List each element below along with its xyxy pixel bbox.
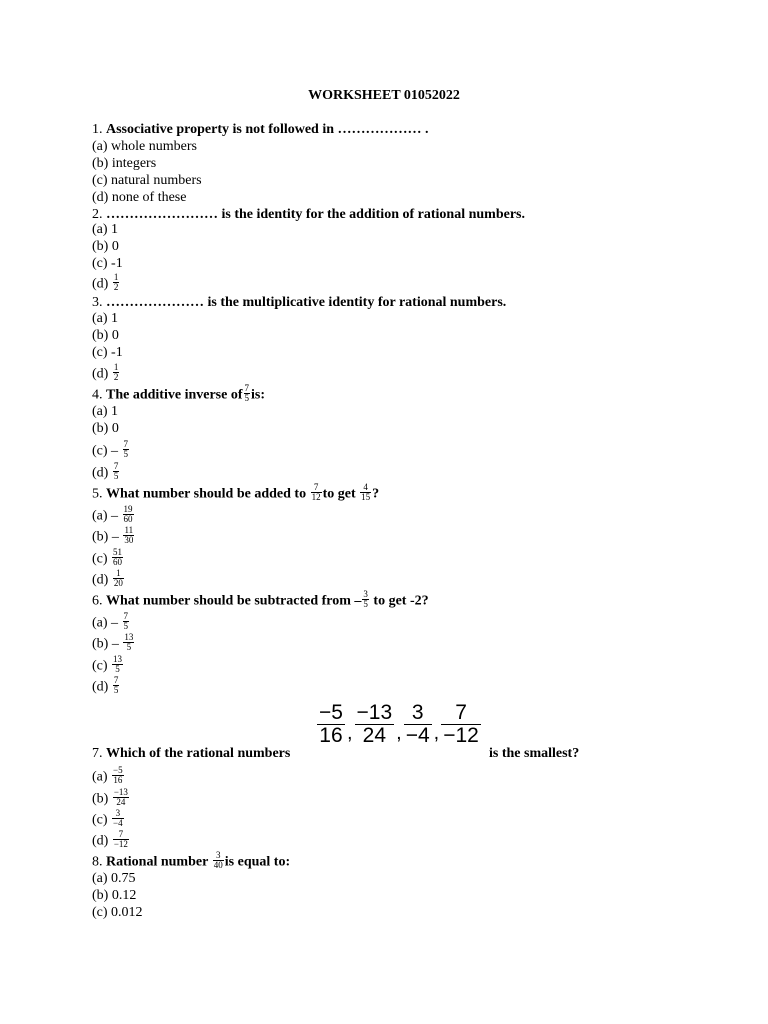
fraction: $\frac{-5}{16}$	[113, 765, 123, 785]
fraction: $\frac{13}{5}$	[113, 654, 123, 674]
option-d: (d) $\frac{7}{-12}$	[92, 829, 128, 849]
fraction: $\frac{3}{5}$	[363, 589, 368, 609]
question-3	[92, 295, 506, 311]
option-c: (c) natural numbers	[92, 173, 202, 188]
question-number: 4.	[92, 387, 103, 403]
option-b: (b) integers	[92, 156, 157, 171]
option-a: (a) 0.75	[92, 871, 136, 886]
option-a: (a) – $\frac{19}{60}$	[92, 504, 133, 524]
option-c: (c) -1	[92, 345, 123, 360]
option-c: (c) $\frac{51}{60}$	[92, 547, 123, 567]
question-number: 1.	[92, 122, 103, 137]
fraction: $\frac{4}{15}$	[361, 482, 371, 502]
fraction: $\frac{51}{60}$	[113, 547, 123, 567]
option-c: (c) $\frac{13}{5}$	[92, 654, 123, 674]
option-b: (b) $\frac{-13}{24}$	[92, 787, 128, 807]
question-number: 6.	[92, 593, 103, 609]
option-c: (c) – $\frac{7}{5}$	[92, 439, 129, 459]
option-b: (b) 0	[92, 239, 119, 254]
option-d: (d) $\frac{1}{2}$	[92, 272, 119, 292]
option-c: (c) $\frac{3}{-4}$	[92, 808, 123, 828]
option-a: (a) 1	[92, 311, 119, 326]
fraction: $\frac{-13}{24}$	[113, 787, 128, 807]
question-number: 7.	[92, 746, 103, 761]
fraction: $\frac{3}{-4}$	[113, 808, 123, 828]
question-text: …………………… is the identity for the addition of rational numbers.	[106, 207, 525, 222]
fraction: $\frac{7}{5}$	[244, 383, 249, 403]
option-b: (b) – $\frac{11}{30}$	[92, 525, 134, 545]
page-title: WORKSHEET 01052022	[308, 88, 460, 103]
fraction: $\frac{7}{5}$	[123, 611, 129, 631]
option-a: (a) whole numbers	[92, 139, 197, 154]
fraction: $\frac{7}{5}$	[113, 675, 119, 695]
fraction: $\frac{-13}{24}$	[356, 701, 393, 747]
question-text: Associative property is not followed in ……………… .	[106, 122, 429, 137]
option-a: (a) – $\frac{7}{5}$	[92, 611, 129, 631]
question-number: 2.	[92, 207, 103, 222]
option-c: (c) 0.012	[92, 905, 143, 920]
option-a: (a) 1	[92, 404, 119, 419]
option-d: (d) none of these	[92, 190, 187, 205]
option-a: (a) 1	[92, 222, 119, 237]
option-c: (c) -1	[92, 256, 123, 271]
fraction: $\frac{7}{5}$	[123, 439, 129, 459]
question-2	[92, 207, 525, 223]
fraction: $\frac{3}{-4}$	[405, 701, 430, 747]
fraction: $\frac{-5}{16}$	[319, 701, 343, 747]
option-b: (b) 0	[92, 328, 119, 343]
question-4: 4. The additive inverse of $\frac{7}{5}$ is:	[92, 383, 265, 403]
fraction: $\frac{7}{12}$	[311, 482, 321, 502]
question-6: 6. What number should be subtracted from – $\frac{3}{5}$ to get -2?	[92, 589, 429, 609]
fraction: $\frac{1}{2}$	[113, 362, 119, 382]
fraction: $\frac{13}{5}$	[124, 632, 134, 652]
option-b: (b) – $\frac{13}{5}$	[92, 632, 134, 652]
option-a: (a) $\frac{-5}{16}$	[92, 765, 123, 785]
question-7-suffix: is the smallest?	[489, 746, 580, 761]
fraction: $\frac{7}{-12}$	[113, 829, 128, 849]
option-d: (d) $\frac{1}{2}$	[92, 362, 119, 382]
question-5: 5. What number should be added to $\frac{7}{12}$ to get $\frac{4}{15}$ ?	[92, 482, 380, 502]
question-number: 5.	[92, 486, 103, 502]
question-number: 3.	[92, 295, 103, 310]
fraction: $\frac{11}{30}$	[124, 525, 134, 545]
fraction: $\frac{3}{40}$	[213, 850, 223, 870]
question-text: ………………… is the multiplicative identity for rational numbers.	[106, 295, 507, 310]
question-number: 8.	[92, 854, 103, 870]
fraction: $\frac{7}{-12}$	[443, 701, 479, 747]
fraction: $\frac{19}{60}$	[123, 504, 133, 524]
question-7: 7. Which of the rational numbers	[92, 746, 291, 761]
fraction: $\frac{7}{5}$	[113, 461, 119, 481]
fraction: $\frac{1}{20}$	[113, 568, 123, 588]
option-d: (d) $\frac{7}{5}$	[92, 675, 119, 695]
question-8: 8. Rational number $\frac{3}{40}$ is equal to:	[92, 850, 291, 870]
option-b: (b) 0	[92, 421, 119, 436]
rational-numbers-set: $\frac{-5}{16}$ , $\frac{-13}{24}$ , $\frac{3}{-4}$ , $\frac{7}{-12}$	[319, 701, 479, 747]
option-d: (d) $\frac{1}{20}$	[92, 568, 123, 588]
option-b: (b) 0.12	[92, 888, 137, 903]
question-1	[92, 122, 429, 138]
fraction: $\frac{1}{2}$	[113, 272, 119, 292]
option-d: (d) $\frac{7}{5}$	[92, 461, 119, 481]
